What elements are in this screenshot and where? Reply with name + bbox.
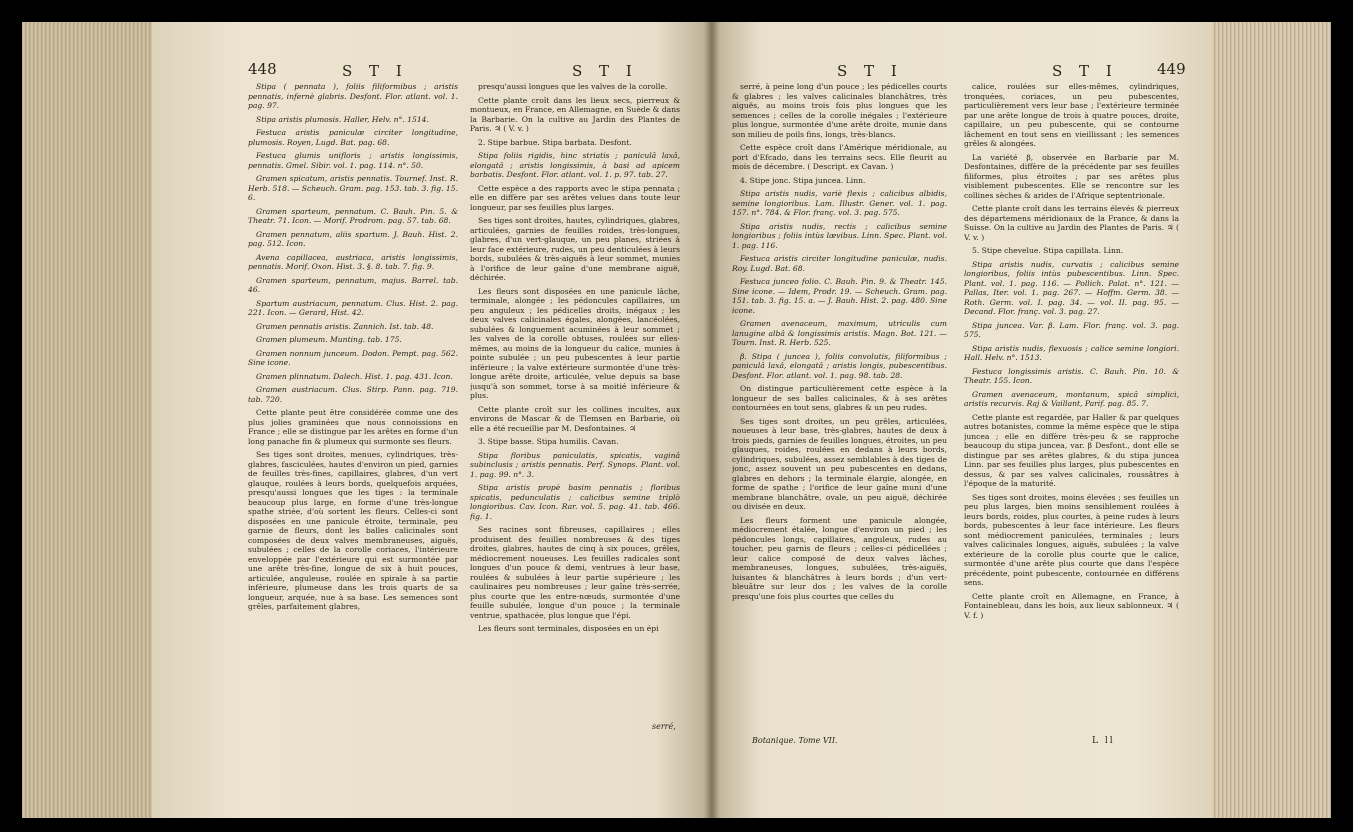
- paragraph: On distingue particulièrement cette espèce à la longueur de ses balles calicinales, & à ses arêtes contournées en tout sens, glabres & un peu rudes.: [732, 384, 947, 412]
- paragraph: Festuca aristis paniculæ circiter longitudine, plumosis. Royen, Lugd. Bat. pag. 68.: [248, 128, 458, 147]
- paragraph: Cette espèce a des rapports avec le stipa pennata ; elle en diffère par ses arêtes velues dans toute leur longueur, par ses feuilles plus larges.: [470, 183, 680, 212]
- paragraph: Cette plante croît sur les collines incultes, aux environs de Mascar & de Tlemsen en Barbarie, où elle a été recueillie par M. Desfontaines. ♃: [470, 404, 680, 433]
- paragraph: Les fleurs sont terminales, disposées en un épi: [478, 624, 659, 633]
- running-head-left-2: S T I: [572, 62, 638, 80]
- paragraph: Spartum austriacum, pennatum. Clus. Hist. 2. pag. 221. Icon. — Gerard, Hist. 42.: [248, 298, 458, 317]
- paragraph: Gramen pennatis aristis. Zannich. Ist. tab. 48.: [256, 321, 434, 331]
- paragraph: Ses tiges sont droites, un peu grêles, articulées, noueuses à leur base, très-glabres, hautes de deux à trois pieds, garnies de feuilles longues, étroites, un peu glauques, roides, roulées en dedans à leurs bords, cylindriques, subulées, assez semblables à des tiges de jonc, assez souvent un peu pubescentes en dedans, glabres en dehors ; la terminale élargie, alongée, en forme de spathe ; l'orifice de leur gaîne muni d'une membrane blanchâtre, ovale, un peu aiguë, déchirée ou divisée en deux.: [732, 416, 947, 511]
- paragraph: 2. Stipe barbue. Stipa barbata. Desfont.: [478, 137, 632, 147]
- paragraph: Ses racines sont fibreuses, capillaires ; elles produisent des feuilles nombreuses & des tiges droites, glabres, hautes de cinq à six pouces, grêles, médiocrement noueuses. Les feuilles radicales sont longues d'un pouce & demi, ventrues à leur base, roulées & subulées à leur partie supérieure ; les caulinaires peu nombreuses ; leur gaîne très-serrée, plus courte que les entre-nœuds, surmontée d'une feuille subulée, longue d'un pouce ; la terminale ventrue, spathacée, plus longue que l'épi.: [470, 525, 680, 620]
- paragraph: 3. Stipe basse. Stipa humilis. Cavan.: [478, 437, 619, 446]
- left-column-1: [248, 82, 458, 722]
- paragraph: serré, à peine long d'un pouce ; les pédicelles courts & glabres ; les valves calicinales blanchâtres, très aiguës, au moins trois fois plus longues que les semences ; celles de la corolle inégales ; l'extérieure plus longue, surmontée d'une arête droite, munie dans son milieu de poils fins, longs, très-blancs.: [732, 82, 947, 139]
- paragraph: Gramen plinnatum. Dalech. Hist. 1. pag. 431. Icon.: [256, 371, 453, 381]
- paragraph: Avena capillacea, austriaca, aristis longissimis, pennatis. Morif. Oxon. Hist. 3. §. 8. tab. 7. fig. 9.: [248, 252, 458, 271]
- right-page: [712, 22, 1212, 818]
- paragraph: Gramen pennatum, aliis spartum. J. Bauh. Hist. 2. pag. 512. Icon.: [248, 229, 458, 248]
- volume-footer: Botanique. Tome VII.: [752, 736, 838, 745]
- paragraph: Les fleurs sont disposées en une panicule lâche, terminale, alongée ; les pédoncules capillaires, un peu anguleux ; les pédicelles droits, inégaux ; les deux valves calicinales égales, alongées, lancéolées, subulées & longuement acuminées à leur sommet ; les valves de la corolle obtuses, roulées sur elles-mêmes, au moins de la longueur du calice, munies à pointe subulée ; un peu pubescentes à leur partie inférieure ; la valve extérieure surmontée d'une très-longue arête droite, articulée, velue depuis sa base jusqu'à son sommet, torse à sa moitié inférieure & plus.: [470, 286, 680, 400]
- page-edges-left: [22, 22, 172, 818]
- paragraph: Cette plante est regardée, par Haller & par quelques autres botanistes, comme la même espèce que le stipa juncea ; elle en diffère très-peu & se rapproche beaucoup du stipa juncea, var. β Desfont., dont elle se distingue par ses arêtes glabres, & du stipa juncea Linn. par ses feuilles plus larges, plus pubescentes en dessus, & par ses valves calicinales, roussâtres à l'époque de la maturité.: [964, 412, 1179, 488]
- paragraph: Les fleurs forment une panicule alongée, médiocrement étalée, longue d'environ un pied ; les pédoncules longs, capillaires, anguleux, rudes au toucher, peu garnis de fleurs ; celles-ci pédicellées ; leur calice composé de deux valves lâches, membraneuses, longues, subulées, très-aiguës, luisantes & blanchâtres à leurs bords ; d'un vert-bleuâtre sur leur dos ; les valves de la corolle presqu'une fois plus courtes que celles du: [732, 515, 947, 601]
- paragraph: Gramen sparteum, pennatum, majus. Barrel. tab. 46.: [248, 275, 458, 294]
- paragraph: Stipa aristis nudis, variè flexis ; calicibus albidis, semine longioribus. Lam. Illustr. Gener. vol. 1. pag. 157. n°. 784. & Flor. franç. vol. 3. pag. 575.: [732, 189, 947, 217]
- paragraph: Gramen nonnum junceum. Dodon. Pempt. pag. 562. Sine icone.: [248, 348, 458, 367]
- right-column-2: [964, 82, 1179, 722]
- paragraph: Gramen austriacum. Clus. Stirp. Pann. pag. 719. tab. 720.: [248, 385, 458, 404]
- paragraph: Stipa aristis nudis, flexuosis ; calice semine longiori. Hall. Helv. n°. 1513.: [964, 343, 1179, 362]
- paragraph: Festuca glumis unifloris ; aristis longissimis, pennatis. Gmel. Sibir. vol. 1. pag. 114. n°. 50.: [248, 151, 458, 170]
- paragraph: Ses tiges sont droites, menues, cylindriques, très-glabres, fasciculées, hautes d'environ un pied, garnies de feuilles très-fines, capillaires, glabres, d'un vert glauque, roulées à leurs bords, quelquefois arquées, presqu'aussi longues que les tiges : la terminale beaucoup plus large, en forme d'une très-longue spathe striée, d'où sortent les fleurs. Celles-ci sont disposées en une panicule étroite, terminale, peu garnie de fleurs, dont les balles calicinales sont composées de deux valves membraneuses, aiguës, subulées ; celles de la corolle coriaces, l'intérieure enveloppée par l'extérieure qui est surmontée par une arête très-fine, longue de six à huit pouces, articulée, anguleuse, roulée en spirale à sa partie inférieure, plumeuse dans les trois quarts de sa longueur, arquée, nue à sa base. Les semences sont grêles, parfaitement glabres,: [248, 450, 458, 611]
- paragraph: Stipa aristis propè basim pennatis ; floribus spicatis, pedunculatis ; calicibus semine triplò longioribus. Cav. Icon. Rar. vol. 5. pag. 41. tab. 466. fig. 1.: [470, 483, 680, 521]
- paragraph: Festuca junceo folio. C. Bauh. Pin. 9. & Theatr. 145. Sine icone. — Idem, Prodr. 19. — Scheuch. Gram. pag. 151. tab. 3. fig. 15. a. — J. Bauh. Hist. 2. pag. 480. Sine icone.: [732, 277, 947, 315]
- paragraph: Cette espèce croît dans l'Amérique méridionale, au port d'Efcado, dans les terrains secs. Elle fleurit au mois de décembre. ( Descript. ex Cavan. ): [732, 143, 947, 171]
- open-book: [22, 22, 1331, 818]
- paragraph: presqu'aussi longues que les valves de la corolle.: [478, 82, 668, 91]
- paragraph: Cette plante croît en Allemagne, en France, à Fontainebleau, dans les bois, aux lieux sablonneux. ♃ ( V. f. ): [964, 591, 1179, 620]
- paragraph: La variété β, observée en Barbarie par M. Desfontaines, diffère de la précédente par ses feuilles filiformes, plus étroites ; par ses arêtes plus visiblement pubescentes. Elle se rencontre sur les collines sèches & arides de l'Afrique septentrionale.: [964, 152, 1179, 200]
- paragraph: calice, roulées sur elles-mêmes, cylindriques, tronquées, coriaces, un peu pubescentes, particulièrement vers leur base ; l'extérieure terminée par une arête longue de trois à quatre pouces, droite, capillaire, un peu pubescente, qui se contourne lâchement en tout sens en vieillissant ; les semences grêles & alongées.: [964, 82, 1179, 148]
- page-number-left: 448: [248, 60, 277, 78]
- paragraph: Stipa aristis nudis, rectis ; calicibus semine longioribus ; foliis intùs lævibus. Linn. Spec. Plant. vol. 1. pag. 116.: [732, 221, 947, 250]
- signature-mark: L ll: [1092, 736, 1115, 746]
- paragraph: Stipa aristis nudis, curvatis ; calicibus semine longioribus, foliis intùs pubescentibus. Linn. Spec. Plant. vol. 1. pag. 116. — Pollich. Palat. n°. 121. — Pallas, Iter. vol. 1. pag. 267. — Hoffm. Germ. 38. — Roth. Germ. vol. I. pag. 34. — vol. II. pag. 95. — Decand. Flor. franç. vol. 3. pag. 27.: [964, 259, 1179, 316]
- paragraph: Gramen plumeum. Munting. tab. 175.: [256, 335, 402, 344]
- paragraph: Cette plante croît dans les lieux secs, pierreux & montueux, en France, en Allemagne, en Suède & dans la Barbarie. On la cultive au Jardin des Plantes de Paris. ♃ ( V. v. ): [470, 95, 680, 133]
- paragraph: Stipa aristis plumosis. Haller, Helv. n°. 1514.: [256, 114, 429, 124]
- paragraph: Gramen avenaceum, maximum, utriculis cum lanugine albâ & longissimis aristis. Magn. Bot. 121. — Tourn. Inst. R. Herb. 525.: [732, 319, 947, 347]
- right-column-1: [732, 82, 947, 722]
- paragraph: Stipa foliis rigidis, hinc striatis ; paniculâ laxâ, elongatâ ; aristis longissimis, à basi ad apicem barbatis. Desfont. Flor. atlant. vol. 1. p. 97. tab. 27.: [470, 151, 680, 179]
- paragraph: β. Stipa ( juncea ), foliis convolutis, filiformibus ; paniculâ laxâ, elongatâ ; aristis longis, pubescentibus. Desfont. Flor. atlant. vol. 1. pag. 98. tab. 28.: [732, 351, 947, 380]
- catchword-left: serré,: [652, 722, 676, 731]
- paragraph: 4. Stipe jonc. Stipa juncea. Linn.: [740, 175, 866, 185]
- paragraph: Gramen sparteum, pennatum. C. Bauh. Pin. 5. & Theatr. 71. Icon. — Morif. Prodrom. pag. 57. tab. 68.: [248, 206, 458, 225]
- paragraph: Gramen spicatum, aristis pennatis. Tournef. Inst. R. Herb. 518. — Scheuch. Gram. pag. 153. tab. 3. fig. 15. 6.: [248, 174, 458, 202]
- left-page: [152, 22, 712, 818]
- page-edges-right: [1211, 22, 1331, 818]
- running-head-left-1: S T I: [342, 62, 408, 80]
- paragraph: Stipa floribus paniculatis, spicatis, vaginâ subinclusis ; aristis pennatis. Perf. Synops. Plant. vol. 1. pag. 99. n°. 3.: [470, 450, 680, 479]
- paragraph: Festuca aristis circiter longitudine paniculæ, nudis. Roy. Lugd. Bat. 68.: [732, 254, 947, 273]
- paragraph: Cette plante peut être considérée comme une des plus jolies graminées que nous connoissions en France ; elle se distingue par les arêtes en forme d'un long panache fin & plumeux qui surmonte ses fleurs.: [248, 408, 458, 446]
- running-head-right-1: S T I: [837, 62, 903, 80]
- page-number-right: 449: [1157, 60, 1186, 78]
- paragraph: Ses tiges sont droites, hautes, cylindriques, glabres, articulées, garnies de feuilles roides, très-longues, glabres, d'un vert-glauque, un peu planes, striées à leur face extérieure, rudes, un peu denticulées à leurs bords, subulées & très-aiguës à leur sommet, munies à l'orifice de leur gaîne d'une membrane aiguë, déchirée.: [470, 216, 680, 282]
- paragraph: Ses tiges sont droites, moins élevées ; ses feuilles un peu plus larges, bien moins sensiblement roulées à leurs bords, roides, plus courtes, à peine rudes à leurs bords, pubescentes à leur face intérieure. Les fleurs sont médiocrement paniculées, terminales ; leurs valves calicinales longues, aiguës, subulées ; la valve extérieure de la corolle plus courte que le calice, surmontée d'une arête plus courte que dans l'espèce précédente, point pubescente, contournée en différens sens.: [964, 492, 1179, 587]
- paragraph: Cette plante croît dans les terrains élevés & pierreux des départemens méridionaux de la France, & dans la Suisse. On la cultive au Jardin des Plantes de Paris. ♃ ( V. v. ): [964, 204, 1179, 242]
- paragraph: Festuca longissimis aristis. C. Bauh. Pin. 10. & Theatr. 155. Icon.: [964, 366, 1179, 385]
- left-column-2: [470, 82, 680, 722]
- running-head-right-2: S T I: [1052, 62, 1118, 80]
- paragraph: Stipa juncea. Var. β. Lam. Flor. franç. vol. 3. pag. 575.: [964, 320, 1179, 339]
- paragraph: 5. Stipe chevelue. Stipa capillata. Linn.: [972, 246, 1124, 255]
- paragraph: Stipa ( pennata ), foliis filiformibus ; aristis pennatis, infernè glabris. Desfont. Flor. atlant. vol. 1. pag. 97.: [248, 82, 458, 110]
- paragraph: Gramen avenaceum, montanum, spicâ simplici, aristis recurvis. Raj & Vaillant, Parif. pag. 85. 7.: [964, 389, 1179, 408]
- book-gutter: [704, 22, 720, 818]
